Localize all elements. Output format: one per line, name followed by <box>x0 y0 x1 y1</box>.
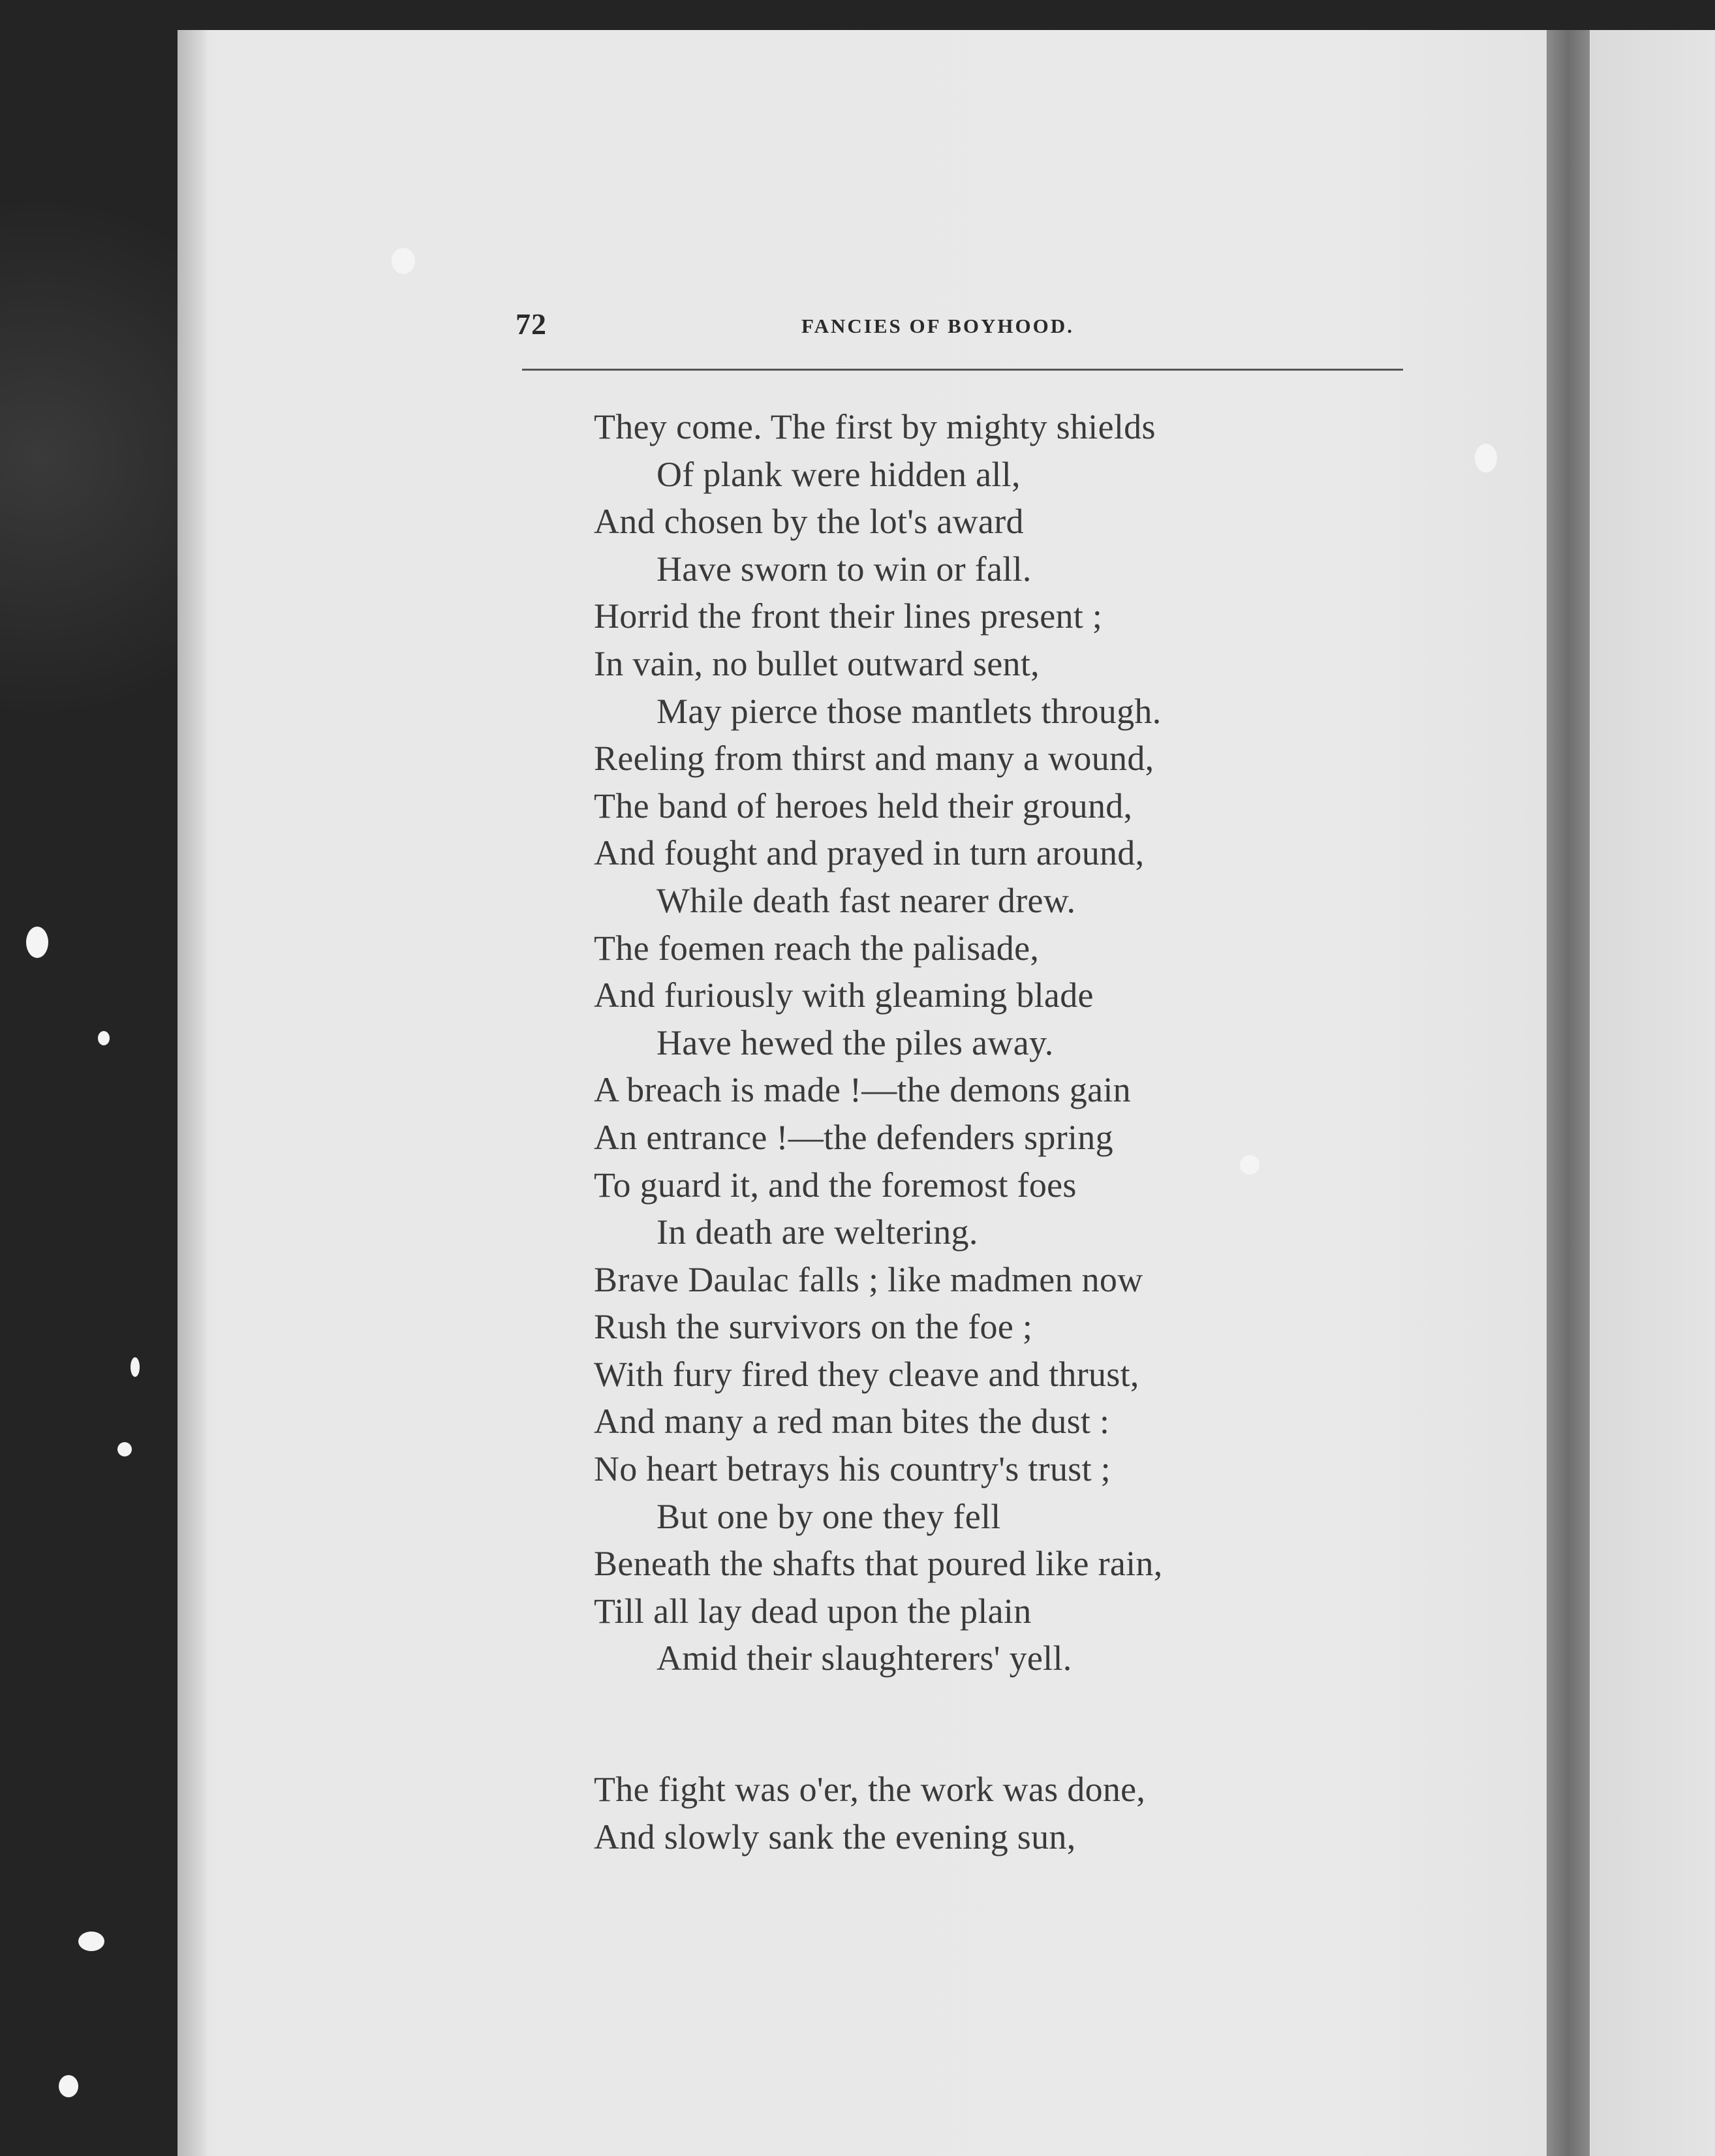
dust-speck <box>98 1031 110 1045</box>
poem-line: Till all lay dead upon the plain <box>594 1591 1032 1631</box>
poem-line: Have hewed the piles away. <box>657 1023 1054 1062</box>
dust-speck <box>26 927 48 958</box>
stanza <box>594 1766 1364 1860</box>
poem-line: An entrance !—the defenders spring <box>594 1117 1113 1157</box>
poem-line: No heart betrays his country's trust ; <box>594 1449 1111 1489</box>
poem-line: With fury fired they cleave and thrust, <box>594 1354 1139 1394</box>
poem-line: To guard it, and the foremost foes <box>594 1165 1077 1205</box>
running-title: FANCIES OF BOYHOOD. <box>801 315 1074 337</box>
poem-line: Have sworn to win or fall. <box>657 549 1032 589</box>
poem-line: The foemen reach the palisade, <box>594 928 1040 968</box>
facing-page-edge <box>1590 30 1715 2156</box>
poem-line: Of plank were hidden all, <box>657 454 1021 494</box>
dust-speck <box>78 1932 104 1951</box>
stanza-break <box>594 1682 1364 1766</box>
poem-line: Brave Daulac falls ; like madmen now <box>594 1259 1143 1299</box>
dust-speck <box>1240 1155 1259 1175</box>
poem-line: And furiously with gleaming blade <box>594 976 1094 1015</box>
poem-line: And many a red man bites the dust : <box>594 1402 1110 1441</box>
poem-line: The fight was o'er, the work was done, <box>594 1770 1146 1810</box>
poem-line: And fought and prayed in turn around, <box>594 833 1145 873</box>
poem-line: Horrid the front their lines present ; <box>594 596 1103 636</box>
poem-line: In death are weltering. <box>657 1212 978 1252</box>
dust-speck <box>1475 444 1497 472</box>
poem-line: While death fast nearer drew. <box>657 880 1076 920</box>
page-number: 72 <box>516 307 547 341</box>
poem-line: A breach is made !—the demons gain <box>594 1070 1131 1110</box>
poem-line: And slowly sank the evening sun, <box>594 1817 1076 1856</box>
poem-line: Reeling from thirst and many a wound, <box>594 739 1154 778</box>
dust-speck <box>117 1442 132 1456</box>
dust-speck <box>392 248 415 274</box>
poem-line: Beneath the shafts that poured like rain, <box>594 1544 1163 1584</box>
running-head <box>516 307 1403 352</box>
poem-line: Amid their slaughterers' yell. <box>657 1639 1072 1678</box>
book-gutter <box>1547 30 1590 2156</box>
poem-line: Rush the survivors on the foe ; <box>594 1307 1033 1347</box>
poem-line: In vain, no bullet outward sent, <box>594 643 1040 683</box>
dust-speck <box>59 2075 78 2097</box>
poem-text <box>594 403 1364 1860</box>
header-rule <box>522 369 1403 371</box>
poem-line: May pierce those mantlets through. <box>657 691 1162 731</box>
poem-line: They come. The first by mighty shields <box>594 407 1156 446</box>
poem-line: And chosen by the lot's award <box>594 502 1024 542</box>
poem-line: The band of heroes held their ground, <box>594 786 1133 825</box>
stanza <box>594 403 1364 1682</box>
poem-line: But one by one they fell <box>657 1496 1001 1536</box>
page-edge <box>178 30 208 2156</box>
dust-speck <box>131 1357 140 1377</box>
